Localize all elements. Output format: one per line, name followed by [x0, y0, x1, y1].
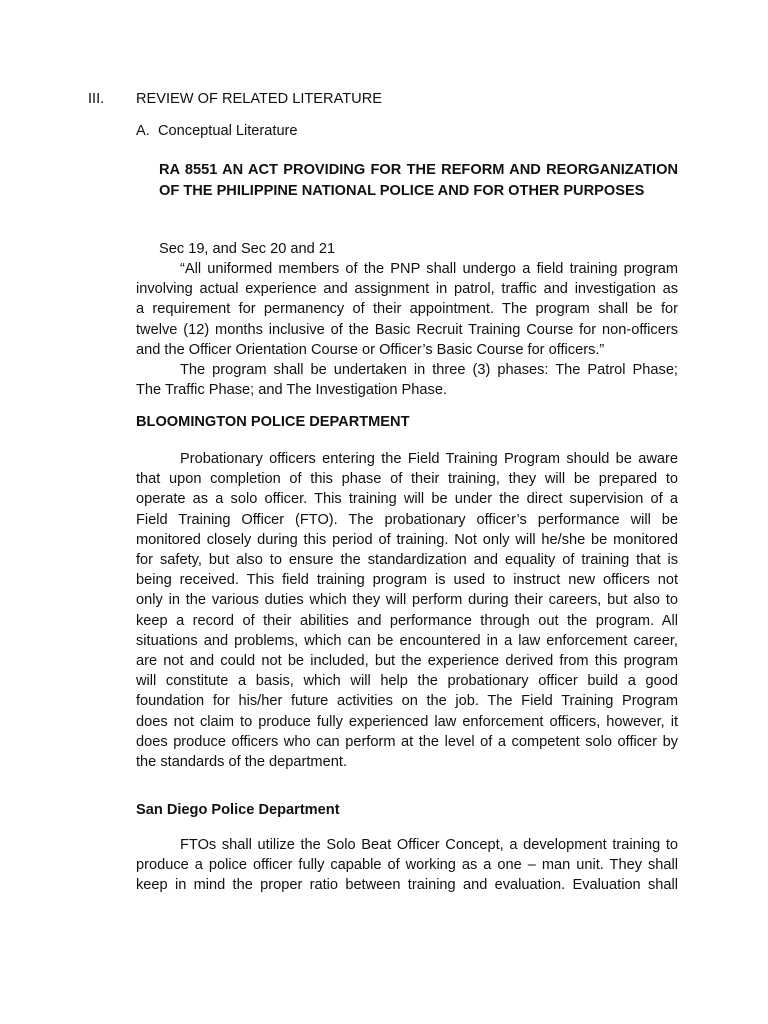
paragraph-line: produce a police officer fully capable of working as a one – man unit. They shall: [136, 857, 678, 874]
paragraph-line: does produce officers who can perform at the level of a competent solo officer by: [136, 733, 678, 750]
paragraph-line: “All uniformed members of the PNP shall undergo a field training program: [180, 261, 678, 277]
paragraph-line: The Traffic Phase; and The Investigation Phase.: [136, 382, 447, 399]
subsection-heading: [136, 121, 298, 141]
bloomington-paragraph: [136, 449, 678, 772]
paragraph-line: does not claim to produce fully experienced law enforcement officers, however, it: [136, 713, 678, 730]
paragraph-line: FTOs shall utilize the Solo Beat Officer Concept, a development training to: [180, 837, 678, 853]
paragraph-line: Field Training Officer (FTO). The probationary officer’s performance will be: [136, 511, 678, 528]
paragraph-line: The program shall be undertaken in three (3) phases: The Patrol Phase;: [180, 362, 678, 379]
act-quote-paragraph: [136, 259, 678, 400]
paragraph-line: keep in mind the proper ratio between training and evaluation. Evaluation shall: [136, 877, 678, 894]
subsection-title: Conceptual Literature: [158, 123, 298, 139]
paragraph-line: keep a record of their abilities and performance through out the program. All: [136, 612, 678, 629]
section-title: REVIEW OF RELATED LITERATURE: [136, 91, 382, 107]
subsection-letter: A.: [136, 123, 150, 139]
paragraph-line: situations and problems, which can be encountered in a law enforcement career,: [136, 632, 678, 649]
paragraph-line: involving actual experience and assignment in patrol, traffic and investigation as: [136, 281, 678, 298]
paragraph-line: are not and could not be included, but the experience derived from this program: [136, 653, 678, 670]
paragraph-line: a requirement for permanency of their appointment. The program shall be for: [136, 301, 678, 318]
section-numeral: III.: [88, 91, 105, 107]
act-title: RA 8551 AN ACT PROVIDING FOR THE REFORM AND REORGANIZATION OF THE PHILIPPINE NATIONAL POLICE AND FOR OTHER PURPOSES: [159, 162, 678, 199]
paragraph-line: that upon completion of this phase of their training, they will be prepared to: [136, 471, 678, 488]
bloomington-heading: BLOOMINGTON POLICE DEPARTMENT: [136, 414, 410, 430]
section-heading: [88, 89, 688, 109]
paragraph-line: and the Officer Orientation Course or Officer’s Basic Course for officers.”: [136, 341, 605, 358]
paragraph-line: foundation for his/her future activities on the job. The Field Training Program: [136, 693, 678, 710]
paragraph-line: will constitute a basis, which will help the probationary officer build a good: [136, 673, 678, 690]
paragraph-line: operate as a solo officer. This training will be under the direct supervision of a: [136, 491, 678, 508]
paragraph-line: only in the various duties which they will perform during their careers, but also to: [136, 592, 678, 609]
paragraph-line: the standards of the department.: [136, 754, 347, 771]
paragraph-line: twelve (12) months inclusive of the Basic Recruit Training Course for non-officers: [136, 321, 678, 338]
paragraph-line: being received. This field training program is used to instruct new officers not: [136, 572, 678, 589]
act-sections: Sec 19, and Sec 20 and 21: [159, 241, 336, 257]
sandiego-heading: San Diego Police Department: [136, 802, 340, 818]
paragraph-line: for safety, but also to ensure the standardization and equality of training that is: [136, 552, 678, 569]
sandiego-paragraph: [136, 835, 678, 896]
paragraph-line: monitored closely during this period of training. Not only will he/she be monitored: [136, 531, 678, 548]
paragraph-line: Probationary officers entering the Field Training Program should be aware: [180, 451, 678, 467]
